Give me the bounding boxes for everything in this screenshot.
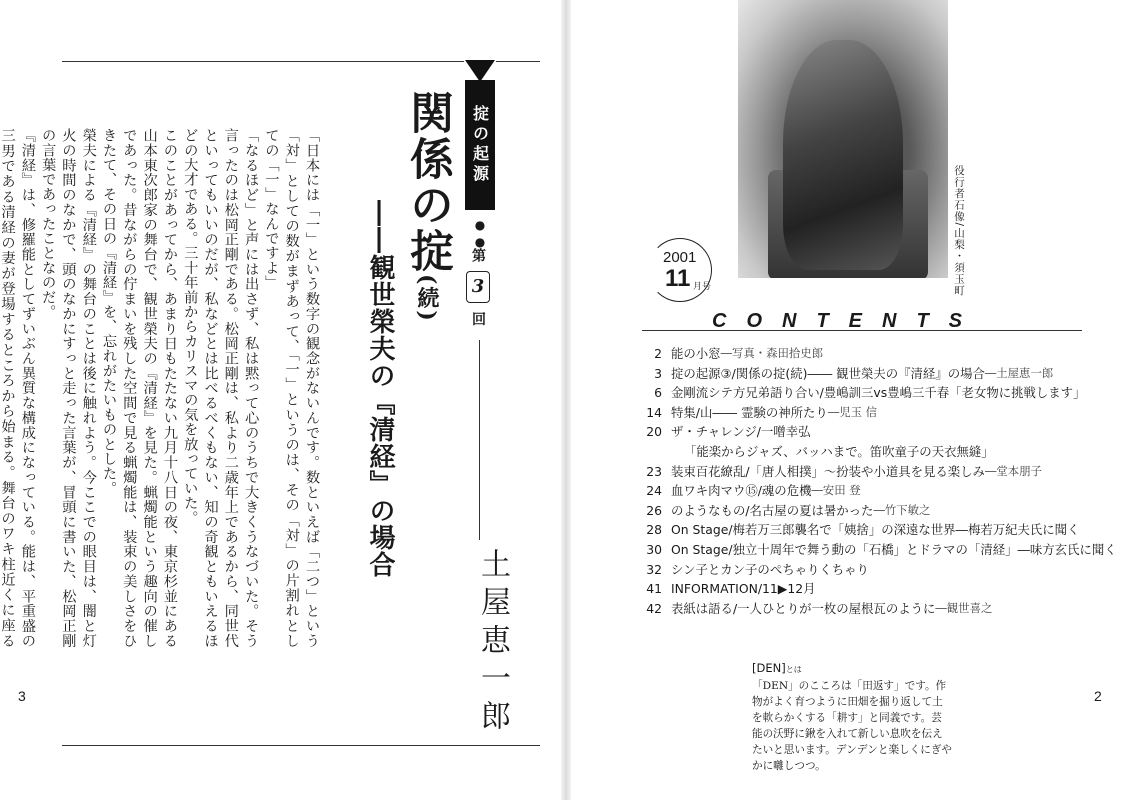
toc-title: 装束百花繚乱/「唐人相撲」〜扮装や小道具を見る楽しみ — [671, 463, 985, 479]
den-heading-text: [DEN] — [752, 661, 786, 675]
toc-author: ―観世喜之 — [935, 600, 993, 615]
issue-year: 2001 — [663, 249, 697, 266]
toc-item[interactable] — [640, 520, 1080, 540]
issue-month: 11 — [665, 265, 691, 292]
toc-title: 「能楽からジャズ、バッハまで。笛吹童子の天衣無縫」 — [684, 443, 994, 459]
series-label: 掟の起源 — [465, 80, 495, 210]
den-heading-small: とは — [785, 665, 802, 674]
toc-title: ザ・チャレンジ/一噌幸弘 — [671, 424, 811, 440]
toc-title: 特集/山―― 霊験の神所たり — [671, 404, 828, 420]
series-number-block — [466, 248, 490, 326]
toc-item[interactable] — [640, 403, 1080, 423]
toc-title: 血ワキ肉マウ⑮/魂の危機 — [671, 483, 812, 499]
bottom-rule-left — [62, 745, 540, 746]
toc-item[interactable] — [640, 560, 1080, 580]
issue-date-badge — [648, 238, 712, 302]
toc-title: On Stage/梅若万三郎襲名で「姨捨」の深遠な世界―梅若万紀夫氏に聞く — [671, 522, 1080, 538]
toc-author: ―堂本朋子 — [984, 463, 1042, 478]
toc-page: 42 — [646, 600, 662, 616]
toc-title: のようなもの/名古屋の夏は暑かった — [671, 502, 874, 518]
series-number: 3 — [466, 271, 490, 303]
contents-heading: CONTENTS — [712, 310, 982, 332]
toc-author: ―安田 登 — [811, 483, 861, 498]
toc-author: ―児玉 信 — [827, 404, 877, 419]
photo-caption: 役行者石像/山梨・須玉町 — [953, 165, 965, 297]
cover-photo — [738, 0, 948, 278]
toc-page: 24 — [646, 483, 662, 499]
book-spine — [561, 0, 571, 800]
toc-item[interactable] — [640, 481, 1080, 501]
top-rule-left-2 — [496, 61, 540, 62]
toc-title: On Stage/独立十周年で舞う動の「石橋」とドラマの「清経」―味方玄氏に聞く — [671, 541, 1117, 557]
toc-item[interactable] — [640, 383, 1086, 403]
table-of-contents — [640, 344, 1117, 618]
toc-author: ―竹下敏之 — [873, 502, 931, 517]
toc-page: 23 — [646, 463, 662, 479]
series-vertical-rule — [479, 340, 480, 540]
series-marker — [465, 60, 495, 252]
photo-statue — [783, 40, 903, 270]
article-body — [0, 128, 322, 648]
article-author: 土屋恵一郎 — [475, 548, 510, 738]
toc-page: 30 — [646, 541, 662, 557]
toc-item[interactable] — [640, 364, 1080, 384]
toc-page: 41 — [646, 581, 662, 597]
toc-title: INFORMATION/11▶12月 — [671, 581, 816, 597]
article-title-text: 関係の掟 — [402, 90, 453, 274]
page-number-right: 2 — [1094, 688, 1102, 704]
toc-page: 28 — [646, 522, 662, 538]
body-paragraph: 「日本には「一」という数字の観念がないんです。数といえば「二つ」という「対」としての数がまずあって、「一」というのは、その「対」の片割れとしての「一」なんですよ」 — [263, 128, 320, 648]
toc-page: 6 — [654, 385, 662, 401]
series-number-prefix: 第 — [470, 248, 486, 262]
body-paragraph: このことがあってから、あまり日もたたない九月十八日の夜、東京杉並にある山本東次郎家の舞台で、観世榮夫の『清経』を見た。蝋燭能という趣向の催しであった。昔ながらの佇まいを残した空間で見る蝋燭能は、装束の美しさをひきたて、その日の『清経』を、忘れがたいものとした。 — [101, 128, 178, 648]
toc-page: 26 — [646, 502, 662, 518]
toc-title: 金剛流シテ方兄弟語り合い/豊嶋訓三vs豊嶋三千春「老女物に挑戦します」 — [671, 385, 1086, 401]
toc-author: ―土屋恵一郎 — [984, 365, 1054, 380]
toc-page: 20 — [646, 424, 662, 440]
body-paragraph: 『清経』は、修羅能としてずいぶん異質な構成になっている。能は、平重盛の三男である清経の妻が登場するところから始まる。舞台のワキ柱近くに座る — [0, 128, 36, 648]
article-subtitle: ――観世榮夫の『清経』の場合 — [365, 200, 395, 578]
toc-item[interactable] — [640, 579, 1080, 599]
body-paragraph: 「なるほど」と声には出さず、私は黙って心のうちで大きくうなづいた。そう言ったのは松岡正剛である。松岡正剛は、私より二歳年上であるから、同世代といってもいいのだが、私などとは比べるべくもない、知の奇観ともいえるほどの大才である。三十年前からカリスマの気を放っていた。 — [182, 128, 260, 648]
toc-item[interactable] — [640, 501, 1080, 521]
series-dots: ●● — [473, 218, 487, 252]
toc-title: 掟の起源③/関係の掟(続)―― 観世榮夫の『清経』の場合 — [671, 365, 985, 381]
toc-title: 表紙は語る/一人ひとりが一枚の屋根瓦のように — [671, 600, 936, 616]
den-heading — [752, 660, 952, 678]
toc-item[interactable] — [640, 462, 1080, 482]
toc-page: 2 — [654, 346, 662, 361]
article-title-suffix: (続) — [414, 274, 440, 323]
page-number-left: 3 — [18, 688, 26, 704]
toc-page: 14 — [646, 404, 662, 420]
toc-item[interactable] — [640, 540, 1117, 560]
series-triangle — [465, 60, 495, 82]
toc-item[interactable] — [640, 422, 1080, 442]
top-rule-left — [62, 61, 464, 62]
toc-author: ―写真・森田拾史郎 — [720, 346, 824, 360]
toc-item[interactable] — [640, 599, 1080, 619]
toc-item[interactable] — [640, 344, 1080, 364]
toc-title: 能の小窓 — [671, 346, 721, 361]
series-number-suffix: 回 — [470, 311, 486, 326]
den-note — [752, 660, 952, 774]
toc-title: シン子とカン子のぺちゃりくちゃり — [671, 561, 869, 577]
body-paragraph: 榮夫による『清経』の舞台のことは後に触れよう。今ここでの眼目は、闇と灯火の時間のなかで、頭のなかにすっと走った言葉が、冒頭に書いた、松岡正剛の言葉であったことなのだ。 — [40, 128, 97, 648]
toc-item-subtitle[interactable] — [640, 442, 1080, 462]
den-text: 「DEN」のこころは「田返す」です。作物がよく育つように田畑を掘り返して土を軟らかくする「耕す」と同義です。芸能の沃野に鍬を入れて新しい息吹を伝えたいと思います。デンデンと楽しくにぎやかに囃しつつ。 — [752, 680, 953, 772]
toc-page: 32 — [646, 561, 662, 577]
article-title — [395, 90, 459, 323]
toc-page: 3 — [654, 365, 662, 381]
issue-month-suffix: 月号 — [693, 282, 712, 292]
